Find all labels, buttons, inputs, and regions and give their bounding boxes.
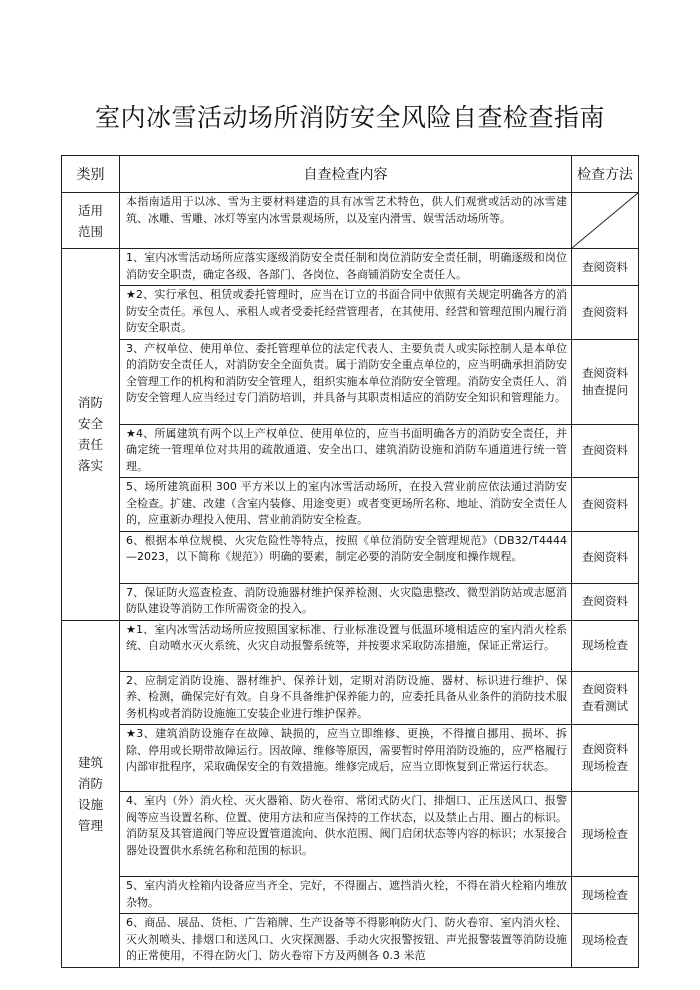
- check-method-cell: [572, 478, 639, 532]
- check-method: 现场检查: [582, 759, 628, 773]
- section-category-cell: [62, 620, 120, 967]
- table-row: [62, 877, 639, 914]
- check-item: 3、产权单位、使用单位、委托管理单位的法定代表人、主要负责人或实际控制人是本单位的消防安全责任人，对消防安全全面负责。属于消防安全重点单位的，应当明确承担消防安全管理工作的机构和消防安全管理人，组织实施本单位消防安全管理。消防安全责任人、消防安全管理人应当经过专门消防培训，并具备与其职责相适应的消防安全知识和管理能力。: [120, 339, 572, 424]
- header-category: 类别: [62, 156, 120, 193]
- check-item: 2、应制定消防设施、器材维护、保养计划，定期对消防设施、器材、标识进行维护、保养、检测，确保完好有效。自身不具备维护保养能力的，应委托具备从业条件的消防技术服务机构或者消防设施施工安装企业进行维护保养。: [120, 671, 572, 725]
- scope-category: 适用范围: [77, 202, 103, 239]
- table-row: [62, 583, 639, 620]
- check-method-cell: [572, 249, 639, 286]
- table-row: [62, 424, 639, 478]
- check-method: 查阅资料: [582, 681, 628, 696]
- page-title: 室内冰雪活动场所消防安全风险自查检查指南: [94, 103, 605, 132]
- table-header-row: [62, 156, 639, 193]
- check-item: 1、室内冰雪活动场所应落实逐级消防安全责任制和岗位消防安全责任制，明确逐级和岗位消防安全职责，确定各级、各部门、各岗位、各商铺消防安全责任人。: [120, 249, 572, 286]
- table-row: [62, 620, 639, 671]
- check-method-cell: [572, 531, 639, 583]
- check-item: 4、室内（外）消火栓、灭火器箱、防火卷帘、常闭式防火门、排烟口、正压送风口、报警阀等应当设置名称、位置、使用方法和应当保持的工作状态，以及禁止占用、圈占的标识。消防泵及其管道阀门等应设置管道流向、供水范围、阀门启闭状态等内容的标识；水泵接合器处设置供水系统名称和范围的标识。: [120, 792, 572, 877]
- check-method: 现场检查: [582, 826, 628, 841]
- check-method: 查阅资料: [582, 443, 628, 458]
- section-category: 消防安全责任落实: [77, 395, 103, 474]
- check-method-cell: [572, 914, 639, 968]
- scope-row: [62, 193, 639, 249]
- check-method: 现场检查: [582, 638, 628, 652]
- section-category-cell: [62, 249, 120, 621]
- checklist-table: [61, 155, 639, 968]
- check-method: 查阅资料: [582, 594, 628, 608]
- check-item: 7、保证防火巡查检查、消防设施器材维护保养检测、火灾隐患整改、微型消防站或志愿消防队建设等消防工作所需资金的投入。: [120, 583, 572, 620]
- table-row: [62, 478, 639, 532]
- check-item: ★3、建筑消防设施存在故障、缺损的，应当立即维修、更换，不得擅自挪用、损坏、拆除、停用或长期带故障运行。因故障、维修等原因，需要暂时停用消防设施的，应严格履行内部审批程序，采取确保安全的有效措施。维修完成后，应当立即恢复到正常运行状态。: [120, 725, 572, 792]
- check-method: 查阅资料: [582, 742, 628, 756]
- check-method-cell: [572, 424, 639, 478]
- check-item: 6、根据本单位规模、火灾危险性等特点，按照《单位消防安全管理规范》（DB32/T4444—2023，以下简称《规范》）明确的要素，制定必要的消防安全制度和操作规程。: [120, 531, 572, 583]
- check-item: 5、场所建筑面积 300 平方米以上的室内冰雪活动场所，在投入营业前应依法通过消防安全检查。扩建、改建（含室内装修、用途变更）或者变更场所名称、地址、消防安全责任人的，应重新办理投入使用、营业前消防安全检查。: [120, 478, 572, 532]
- table-row: [62, 914, 639, 968]
- check-method-cell: [572, 286, 639, 340]
- check-method: 现场检查: [582, 887, 628, 902]
- table-row: [62, 792, 639, 877]
- check-item: 5、室内消火栓箱内设备应当齐全、完好，不得圈占、遮挡消火栓，不得在消火栓箱内堆放杂物。: [120, 877, 572, 914]
- check-method-cell: [572, 877, 639, 914]
- check-item: 6、商品、展品、货柜、广告箱牌、生产设备等不得影响防火门、防火卷帘、室内消火栓、灭火剂喷头、排烟口和送风口、火灾探测器、手动火灾报警按钮、声光报警装置等消防设施的正常使用，不得在防火门、防火卷帘下方及两侧各 0.3 米范: [120, 914, 572, 968]
- check-item: ★1、室内冰雪活动场所应按照国家标准、行业标准设置与低温环境相适应的室内消火栓系统、自动喷水灭火系统、火灾自动报警系统等，并按要求采取防冻措施，保证正常运行。: [120, 620, 572, 671]
- check-method: 查阅资料: [582, 549, 628, 564]
- scope-category-cell: [62, 193, 120, 249]
- scope-content: 本指南适用于以冰、雪为主要材料建造的具有冰雪艺术特色，供人们观赏或活动的冰雪建筑、冰雕、雪雕、冰灯等室内冰雪景观场所，以及室内滑雪、娱雪活动场所等。: [120, 193, 572, 249]
- check-method: 查看测试: [582, 698, 628, 713]
- check-method-cell: [572, 583, 639, 620]
- check-method: 查阅资料: [582, 304, 628, 319]
- check-method: 抽查提问: [582, 382, 628, 397]
- table-row: [62, 725, 639, 792]
- check-method: 查阅资料: [582, 259, 628, 274]
- check-method-cell: [572, 792, 639, 877]
- check-method-cell: [572, 339, 639, 424]
- table-row: [62, 339, 639, 424]
- header-method: 检查方法: [572, 156, 639, 193]
- section-category: 建筑消防设施管理: [77, 754, 103, 833]
- header-content: 自查检查内容: [120, 156, 572, 193]
- table-row: [62, 531, 639, 583]
- table-row: [62, 671, 639, 725]
- table-row: [62, 249, 639, 286]
- check-method: 现场检查: [582, 932, 628, 947]
- check-method-cell: [572, 620, 639, 671]
- check-method: 查阅资料: [582, 365, 628, 380]
- scope-method-cell: [572, 193, 639, 249]
- check-item: ★4、所属建筑有两个以上产权单位、使用单位的，应当书面明确各方的消防安全责任，并确定统一管理单位对共用的疏散通道、安全出口、建筑消防设施和消防车通道进行统一管理。: [120, 424, 572, 478]
- check-method-cell: [572, 671, 639, 725]
- check-method-cell: [572, 725, 639, 792]
- table-row: [62, 286, 639, 340]
- check-method: 查阅资料: [582, 496, 628, 511]
- check-item: ★2、实行承包、租赁或委托管理时，应当在订立的书面合同中依照有关规定明确各方的消防安全责任。承包人、承租人或者受委托经营管理者，在其使用、经营和管理范围内履行消防安全职责。: [120, 286, 572, 340]
- diagonal-slash: [572, 193, 638, 248]
